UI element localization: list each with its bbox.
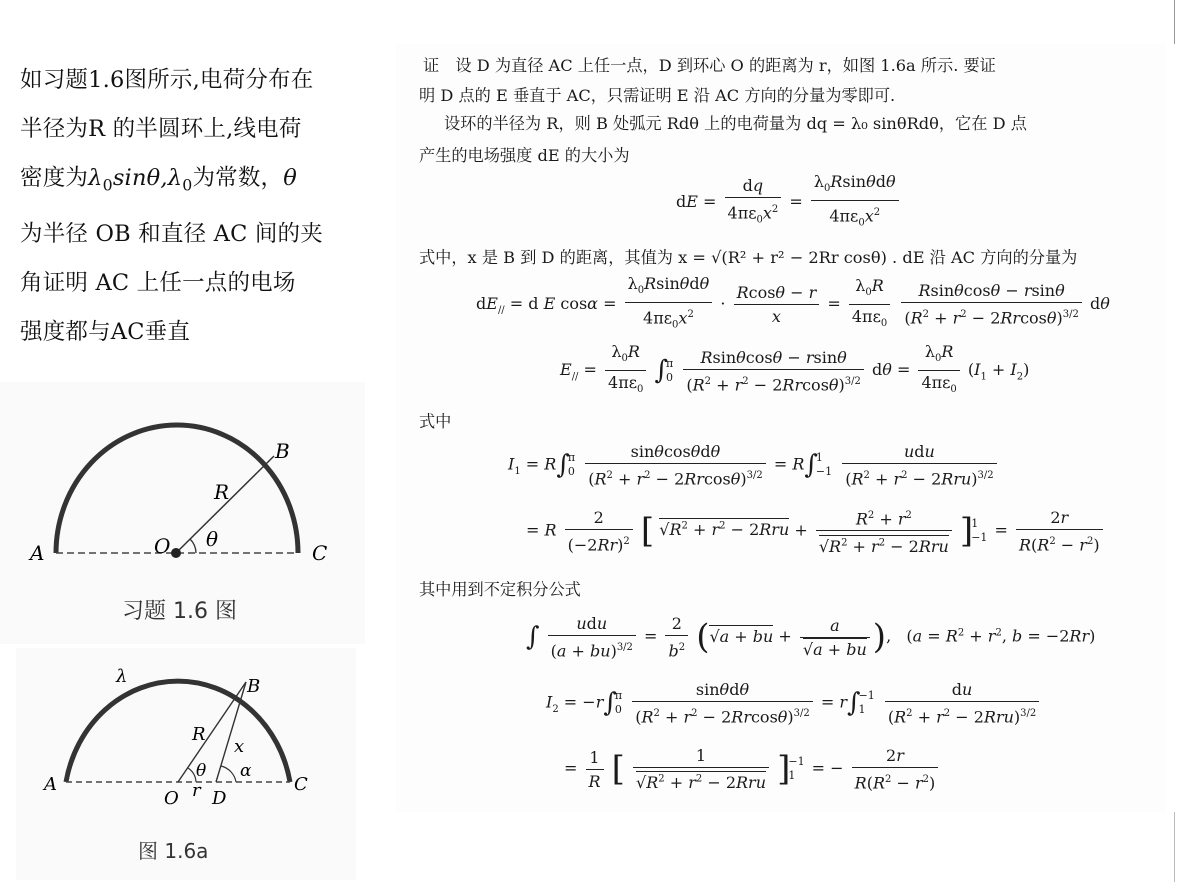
figure1-caption: 习题 1.6 图 (122, 599, 237, 624)
proof-paragraph-4: 产生的电场强度 dE 的大小为 (419, 146, 630, 165)
problem-statement (20, 56, 360, 357)
label-r: r (192, 780, 201, 801)
page-edge-line (1174, 0, 1175, 44)
equation-I1: $I_1 = R\int\pi$ 0 $\frac{\text{sinθcosθdθ}}{(R^2 + r^2 - 2Rrcos\theta)^{3/2}}$ = R∫1 −1 $\frac{\text{udu}}{(R^2 + r^2 - 2Rru)^{3/2}}$ (508, 442, 1000, 488)
proof-section (396, 44, 1166, 812)
equation-dE-parallel: $dE_{//} = d$ E cosα = $\frac{\lambda_0Rsin\theta d\theta}{4\pi\varepsilon_0x^2}$ · $\frac{Rcos\theta - r}{x}$ = $\frac{\lambda_0R}{4\pi\varepsilon_0}$ $\frac{Rsin\theta\cos\theta - rsin\theta}{(R^2 + r^2 - 2Rrcos\theta)^{3/2}}$ dθ (476, 274, 1110, 331)
equation-dE: dE = $\frac{dq}{4\pi\varepsilon_0x^2}$ = $\frac{\lambda_0Rsin\theta d\theta}{4\pi\varepsilon_0x^2}$ (676, 172, 902, 233)
equation-I2: $I_2 = -r\int\pi$ 0 $\frac{\text{sinθdθ}}{(R^2 + r^2 - 2Rrcos\theta)^{3/2}}$ = r∫−1 1 $\frac{du}{(R^2 + r^2 - 2Rru)^{3/2}}$ (546, 680, 1042, 726)
label-R: R (192, 724, 206, 745)
equation-E-parallel: $E_{//}$ = $\frac{\lambda_0R}{4\pi\varepsilon_0}$ ∫π 0 $\frac{Rsin\theta\cos\theta - rsin\theta}{(R^2 + r^2 - 2Rrcos\theta)^{3/2}}$ dθ = $\frac{\lambda_0R}{4\pi\varepsilon_0}$ $(I_1 + I_2)$ (560, 342, 1030, 396)
equation-indefinite-integral: ∫ $\frac{\text{udu}}{(a + bu)^{3/2}}$ = $\frac{2}{b^2}$ (√a + bu + $\frac{a}{√a + bu}$ ), ($a = R^2 + r^2$, b = −2Rr) (526, 614, 1096, 661)
figure-exercise-1-6 (0, 382, 365, 644)
problem-line-4: 为半径 OB 和直径 AC 间的夹 (20, 220, 323, 247)
label-lambda: λ (116, 666, 128, 687)
problem-line-2: 半径为R 的半圆环上,线电荷 (20, 116, 302, 142)
label-B: B (247, 676, 261, 697)
label-alpha: α (240, 761, 252, 781)
proof-paragraph-1: 证 设 D 为直径 AC 上任一点，D 到环心 O 的距离为 r，如图 1.6a 所示. 要证 (423, 56, 996, 75)
problem-line-1: 如习题1.6图所示,电荷分布在 (20, 67, 314, 93)
equation-I2-result: = $\frac{1}{R}$ [ $\frac{1}{√R^2 + r^2 - 2Rru}$ ]−1 1 = − $\frac{2r}{R(R^2 - r^2)}$ (564, 746, 941, 792)
label-theta: θ (196, 761, 207, 781)
label-D: D (212, 788, 227, 809)
label-A: A (44, 774, 57, 795)
figure2-caption: 图 1.6a (138, 839, 209, 863)
label-R: R (214, 480, 230, 504)
label-x: x (234, 736, 245, 757)
label-A: A (30, 541, 45, 565)
problem-line-6: 强度都与AC垂直 (20, 318, 191, 345)
proof-paragraph-7: 其中用到不定积分公式 (419, 580, 581, 599)
equation-I1-result: = R $\frac{2}{(-2Rr)^2}$ [ $√R^2 + r^2 - 2Rru$ + $\frac{R^2 + r^2}{√R^2 + r^2 - 2Rru}$ ]1 −1 = $\frac{2r}{R(R^2 - r^2)}$ (526, 506, 1106, 556)
proof-paragraph-6: 式中 (419, 412, 452, 431)
proof-paragraph-3: 设环的半径为 R，则 B 处弧元 Rdθ 上的电荷量为 dq = λ₀ sinθRdθ，它在 D 点 (444, 114, 1027, 133)
problem-line-5: 角证明 AC 上任一点的电场 (20, 269, 296, 296)
label-B: B (275, 439, 290, 463)
figure-1-6a (16, 648, 356, 880)
proof-paragraph-2: 明 D 点的 E 垂直于 AC，只需证明 E 沿 AC 方向的分量为零即可. (419, 86, 896, 105)
label-C: C (312, 541, 328, 565)
label-O: O (154, 534, 171, 558)
label-C: C (294, 774, 308, 795)
problem-line-3: 密度为$\lambda_0\sin\theta,\lambda_0$为常数，θ (20, 165, 298, 195)
label-O: O (164, 788, 179, 809)
label-theta: θ (206, 527, 219, 551)
proof-paragraph-5: 式中，x 是 B 到 D 的距离，其值为 x = √(R² + r² − 2Rr cosθ) . dE 沿 AC 方向的分量为 (419, 248, 1078, 267)
page-edge-line (1174, 812, 1175, 882)
